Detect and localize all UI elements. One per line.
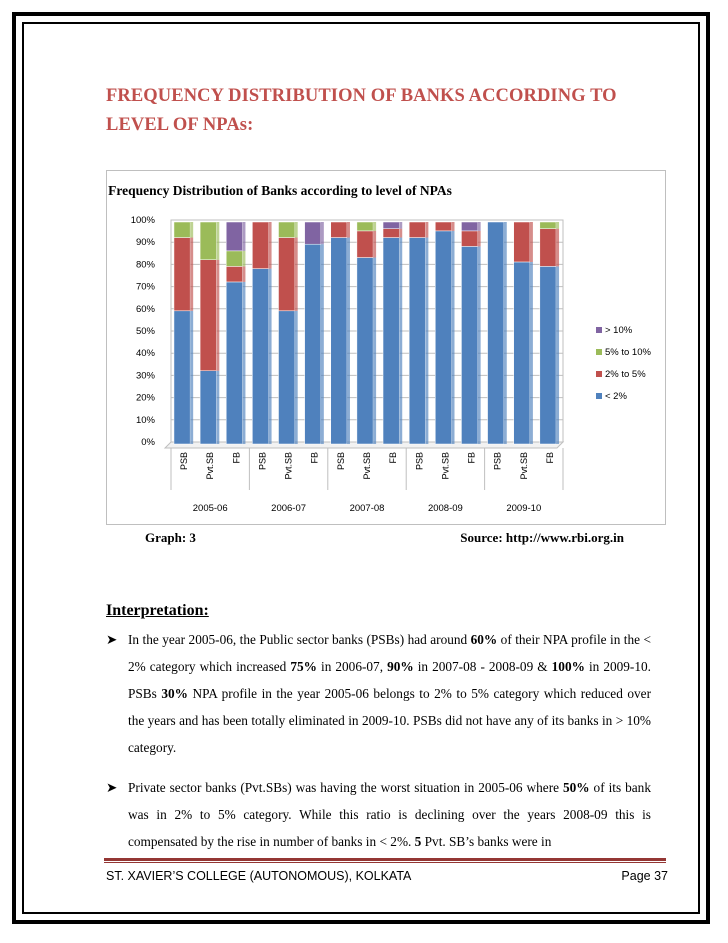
bar-segment-side [321,244,324,444]
x-tick-label: PSB [335,452,346,471]
y-tick-label: 30% [135,370,155,382]
bar-segment-side [269,269,272,444]
bar-segment-side [556,229,559,267]
bullet-pvtsb [106,774,651,855]
y-tick-label: 90% [135,237,155,249]
x-tick-label: FB [388,452,399,464]
y-tick-label: 20% [135,392,155,404]
bar-segment-side [478,231,481,247]
bar-segment-side [425,238,428,444]
x-tick-label: Pvt.SB [362,452,372,480]
bar-segment-side [242,251,245,267]
legend-label: 5% to 10% [605,347,651,358]
bar-segment [174,311,190,444]
bar-segment-side [216,260,219,371]
bar-segment [278,222,294,238]
y-tick-label: 50% [135,326,155,337]
bar-segment [174,222,190,238]
legend-label: 2% to 5% [605,369,646,380]
bar-segment-side [216,222,219,260]
footer-rule-thin [104,862,666,863]
bar-segment [305,222,321,244]
bar-segment [383,238,399,444]
legend-swatch [596,393,602,399]
bar-segment-side [556,266,559,444]
bar-segment [409,238,425,444]
bar-segment [357,258,373,444]
x-tick-label: Pvt.SB [440,452,451,480]
bar-segment [305,244,321,444]
bar-segment [540,229,556,267]
bar-segment-side [190,238,193,311]
bar-segment-side [190,311,193,444]
arrow-bullet-icon: ➤ [106,780,118,795]
bar-segment [252,222,268,269]
bar-segment-side [242,222,245,251]
paragraph-pvtsb: Private sector banks (Pvt.SBs) was having the worst situation in 2005-06 where 50% of its bank was in 2% to 5% category. While this ratio is declining over the years 2008-09 this is compensated by the rise in number of banks in < 2%. 5 Pvt. SB’s banks were in [128,780,651,849]
source-caption: Source: http://www.rbi.org.in [460,530,624,545]
bar-segment [200,371,216,444]
group-label: 2005-06 [192,503,228,514]
legend-label: > 10% [605,325,633,336]
legend-swatch [596,371,602,377]
bar-segment-side [373,222,376,231]
bar-segment-side [269,222,272,269]
bar-segment [174,238,190,311]
bar-segment [331,222,347,238]
bar-segment-side [452,231,455,444]
legend-swatch [596,349,602,355]
interpretation-heading: Interpretation: [106,602,209,619]
x-tick-label: PSB [257,452,268,471]
bar-segment [409,222,425,238]
footer-page-number: Page 37 [621,869,668,883]
y-axis-labels [131,215,156,448]
bar-segment [226,222,242,251]
bar-segment-side [216,371,219,444]
x-tick-label: FB [309,452,320,464]
bar-segment [461,222,477,231]
bar-segment-side [373,258,376,444]
graph-caption: Graph: 3 [145,530,196,545]
bar-segment [200,222,216,260]
x-tick-label: Pvt.SB [518,452,529,480]
bar-segment [383,222,399,229]
group-label: 2007-08 [349,503,385,514]
bar-segment [514,222,530,262]
bar-segment [540,266,556,444]
x-tick-label: FB [231,452,242,464]
section-heading: FREQUENCY DISTRIBUTION OF BANKS ACCORDING TO LEVEL OF NPAs: [106,86,617,135]
bar-segment [278,238,294,311]
bar-segment [331,238,347,444]
chart-title: Frequency Distribution of Banks according to level of NPAs [108,183,452,198]
bar-segment-side [347,238,350,444]
bar-segment [461,246,477,444]
bullet-psb [106,626,651,761]
group-label: 2009-10 [506,503,542,514]
bar-segment [488,222,504,444]
y-tick-label: 70% [135,281,155,293]
bar-segment-side [504,222,507,444]
bar-segment [383,229,399,238]
paragraph-psb: In the year 2005-06, the Public sector banks (PSBs) had around 60% of their NPA profile in the < 2% category which increased 75% in 2006-07, 90% in 2007-08 - 2008-09 & 100% in 2009-10. PSBs 30% NPA profile in the year 2005-06 belongs to 2% to 5% category which reduced over the years and has been totally eliminated in 2009-10. PSBs did not have any of its banks in > 10% category. [128,632,651,755]
bar-segment-side [530,262,533,444]
bar-segment-side [321,222,324,244]
y-tick-label: 80% [135,259,155,271]
bar-segment-side [478,222,481,231]
y-tick-label: 10% [135,414,155,426]
bar-segment [435,222,451,231]
x-tick-label: Pvt.SB [283,452,294,480]
bar-segment [514,262,530,444]
bar-segment-side [399,222,402,229]
bar-segment [461,231,477,247]
bar-segment [357,222,373,231]
footer-rule [104,858,666,861]
chart-legend [596,325,651,402]
bar-segment [226,251,242,267]
y-tick-label: 0% [141,437,155,448]
x-tick-label: FB [544,452,555,464]
bar-segment-side [399,238,402,444]
chart-svg [106,170,666,525]
legend-label: < 2% [605,391,627,402]
bar-segment-side [373,231,376,258]
bar-segment [226,266,242,282]
bar-segment-side [295,311,298,444]
x-tick-label: PSB [179,452,190,471]
bar-segment-side [347,222,350,238]
bar-segment-side [425,222,428,238]
arrow-bullet-icon: ➤ [106,632,118,647]
chart-bars [174,222,559,444]
y-tick-label: 60% [135,303,155,315]
bar-segment [435,231,451,444]
bar-segment-side [530,222,533,262]
group-label: 2008-09 [427,503,463,514]
x-axis-labels [179,452,555,480]
bar-segment-side [295,222,298,238]
bar-segment-side [295,238,298,311]
x-tick-label: Pvt.SB [205,452,216,480]
x-tick-label: FB [466,452,477,464]
bar-segment [226,282,242,444]
y-tick-label: 40% [135,348,155,360]
group-label: 2006-07 [271,503,307,514]
bar-segment [278,311,294,444]
bar-segment-side [399,229,402,238]
footer-college: ST. XAVIER’S COLLEGE (AUTONOMOUS), KOLKATA [106,869,412,883]
y-tick-label: 100% [130,215,155,226]
bar-segment [357,231,373,258]
bar-segment-side [452,222,455,231]
bar-segment [252,269,268,444]
legend-swatch [596,327,602,333]
x-tick-label: PSB [414,452,425,471]
bar-segment [200,260,216,371]
bar-segment-side [556,222,559,229]
x-tick-label: PSB [492,452,503,471]
bar-segment-side [190,222,193,238]
bar-segment-side [242,282,245,444]
bar-segment [540,222,556,229]
bar-segment-side [242,266,245,282]
bar-segment-side [478,246,481,444]
